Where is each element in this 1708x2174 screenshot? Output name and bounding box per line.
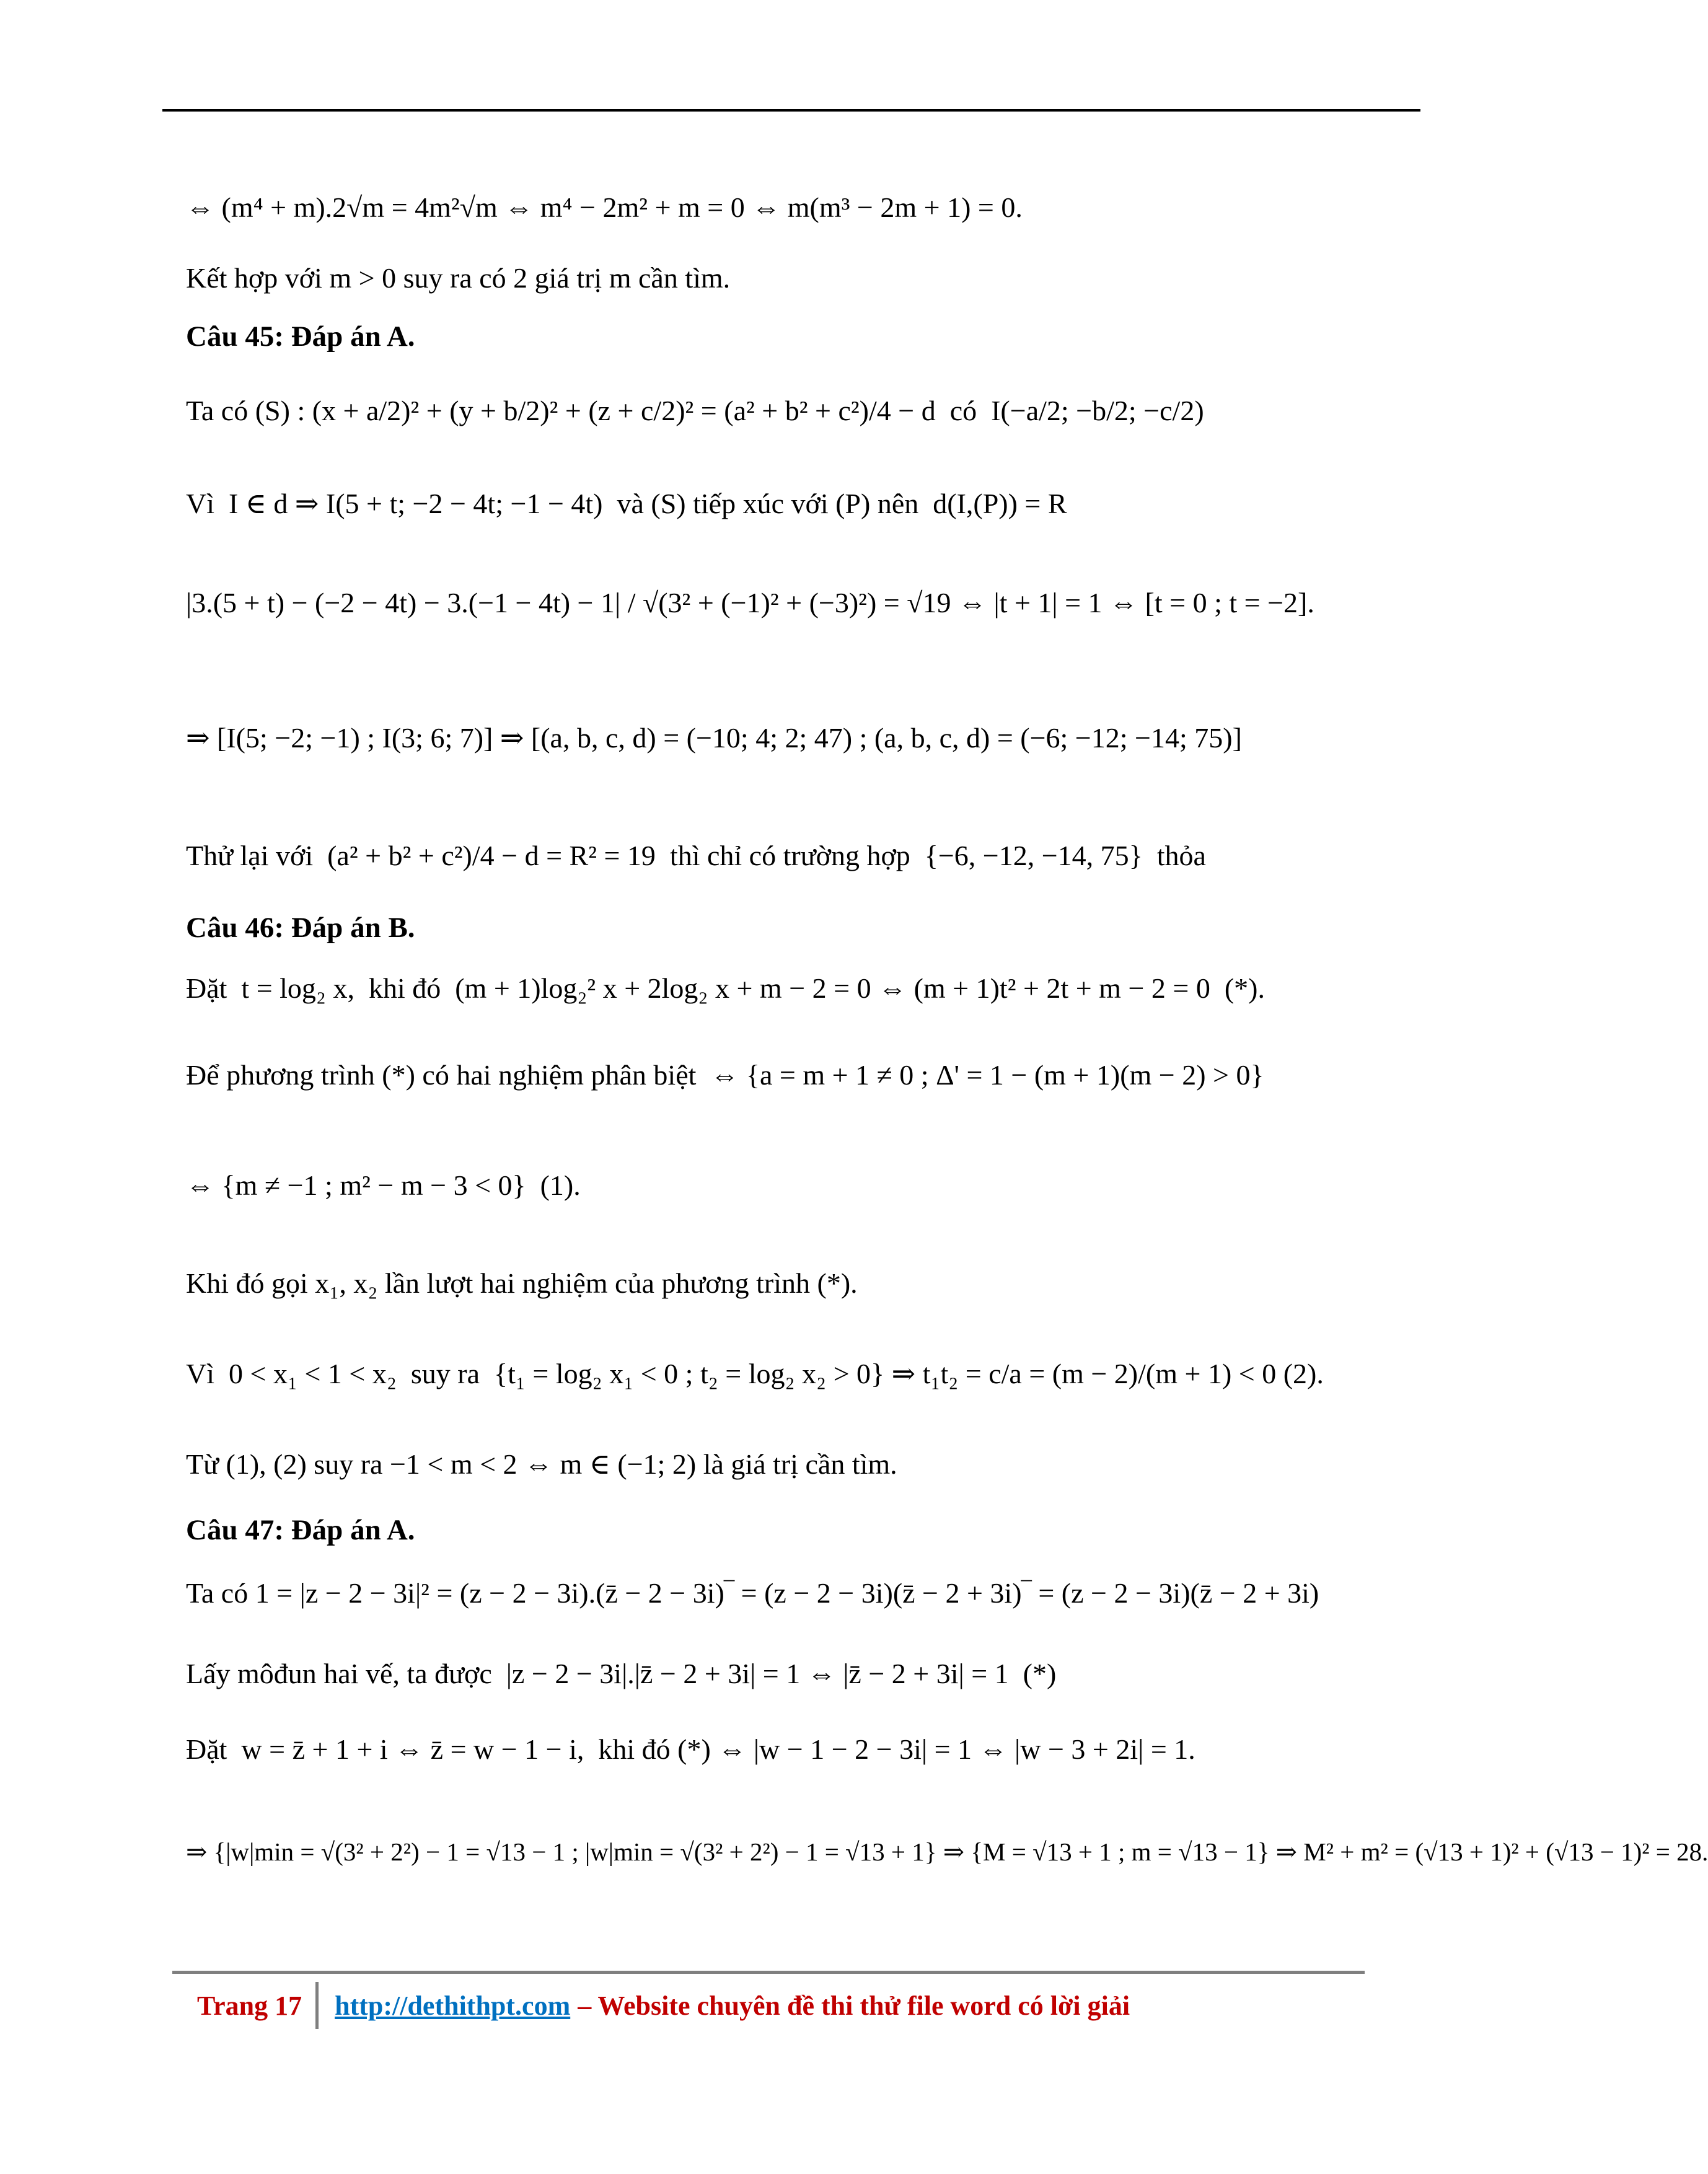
line-4: Vì I ∈ d ⇒ I(5 + t; −2 − 4t; −1 − 4t) và (S) tiếp xúc với (P) nên d(I,(P)) = R [186,488,1067,519]
line-5: |3.(5 + t) − (−2 − 4t) − 3.(−1 − 4t) − 1| / √(3² + (−1)² + (−3)²) = √19 ⇔ |t + 1| = 1 ⇔ [t = 0 ; t = −2]. [186,587,1314,618]
footer-rule [172,1971,1365,1974]
footer-tagline: – Website chuyên đề thi thử file word có lời giải [578,1990,1130,2021]
heading-cau-46: Câu 46: Đáp án B. [186,912,415,944]
line-11: ⇔ {m ≠ −1 ; m² − m − 3 < 0} (1). [186,1169,581,1201]
line-16: Ta có 1 = |z − 2 − 3i|² = (z − 2 − 3i).(z̄ − 2 − 3i)‾ = (z − 2 − 3i)(z̄ − 2 + 3i)‾ = (z − 2 − 3i)(z̄ − 2 + 3i) [186,1577,1319,1609]
line-12: Khi đó gọi x₁, x₂ lần lượt hai nghiệm của phương trình (*). [186,1267,858,1299]
website-link[interactable]: http://dethithpt.com [335,1990,571,2021]
line-1: Kết hợp với m > 0 suy ra có 2 giá trị m cần tìm. [186,262,731,294]
line-14: Từ (1), (2) suy ra −1 < m < 2 ⇔ m ∈ (−1; 2) là giá trị cần tìm. [186,1448,897,1480]
page-number: Trang 17 [197,1990,302,2021]
line-17: Lấy môđun hai vế, ta được |z − 2 − 3i|.|z̄ − 2 + 3i| = 1 ⇔ |z̄ − 2 + 3i| = 1 (*) [186,1658,1057,1689]
header-rule [162,109,1420,112]
line-0: ⇔ (m⁴ + m).2√m = 4m²√m ⇔ m⁴ − 2m² + m = 0 ⇔ m(m³ − 2m + 1) = 0. [186,191,1023,223]
line-6: ⇒ [I(5; −2; −1) ; I(3; 6; 7)] ⇒ [(a, b, c, d) = (−10; 4; 2; 47) ; (a, b, c, d) = (−6; −12; −14; 75)] [186,722,1242,754]
heading-cau-45: Câu 45: Đáp án A. [186,320,415,353]
line-13: Vì 0 < x₁ < 1 < x₂ suy ra {t₁ = log₂ x₁ < 0 ; t₂ = log₂ x₂ > 0} ⇒ t₁t₂ = c/a = (m − 2)/(m + 1) < 0 (2). [186,1358,1324,1389]
heading-cau-47: Câu 47: Đáp án A. [186,1514,415,1546]
footer-divider [315,1982,319,2029]
page-footer [197,1982,1130,2029]
line-18: Đặt w = z̄ + 1 + i ⇔ z̄ = w − 1 − i, khi đó (*) ⇔ |w − 1 − 2 − 3i| = 1 ⇔ |w − 3 + 2i| = 1. [186,1733,1195,1765]
line-3: Ta có (S) : (x + a/2)² + (y + b/2)² + (z + c/2)² = (a² + b² + c²)/4 − d có I(−a/2; −b/2; −c/2) [186,395,1204,426]
line-7: Thử lại với (a² + b² + c²)/4 − d = R² = 19 thì chỉ có trường hợp {−6, −12, −14, 75} thỏa [186,840,1206,871]
line-9: Đặt t = log₂ x, khi đó (m + 1)log₂² x + 2log₂ x + m − 2 = 0 ⇔ (m + 1)t² + 2t + m − 2 = 0 (*). [186,972,1265,1004]
line-19: ⇒ {|w|min = √(3² + 2²) − 1 = √13 − 1 ; |w|min = √(3² + 2²) − 1 = √13 + 1} ⇒ {M = √13 + 1 ; m = √13 − 1} ⇒ M² + m² = (√13 + 1)² + (√13 − 1)² = 28. [186,1837,1708,1866]
line-10: Để phương trình (*) có hai nghiệm phân biệt ⇔ {a = m + 1 ≠ 0 ; Δ' = 1 − (m + 1)(m − 2) > 0} [186,1059,1264,1091]
